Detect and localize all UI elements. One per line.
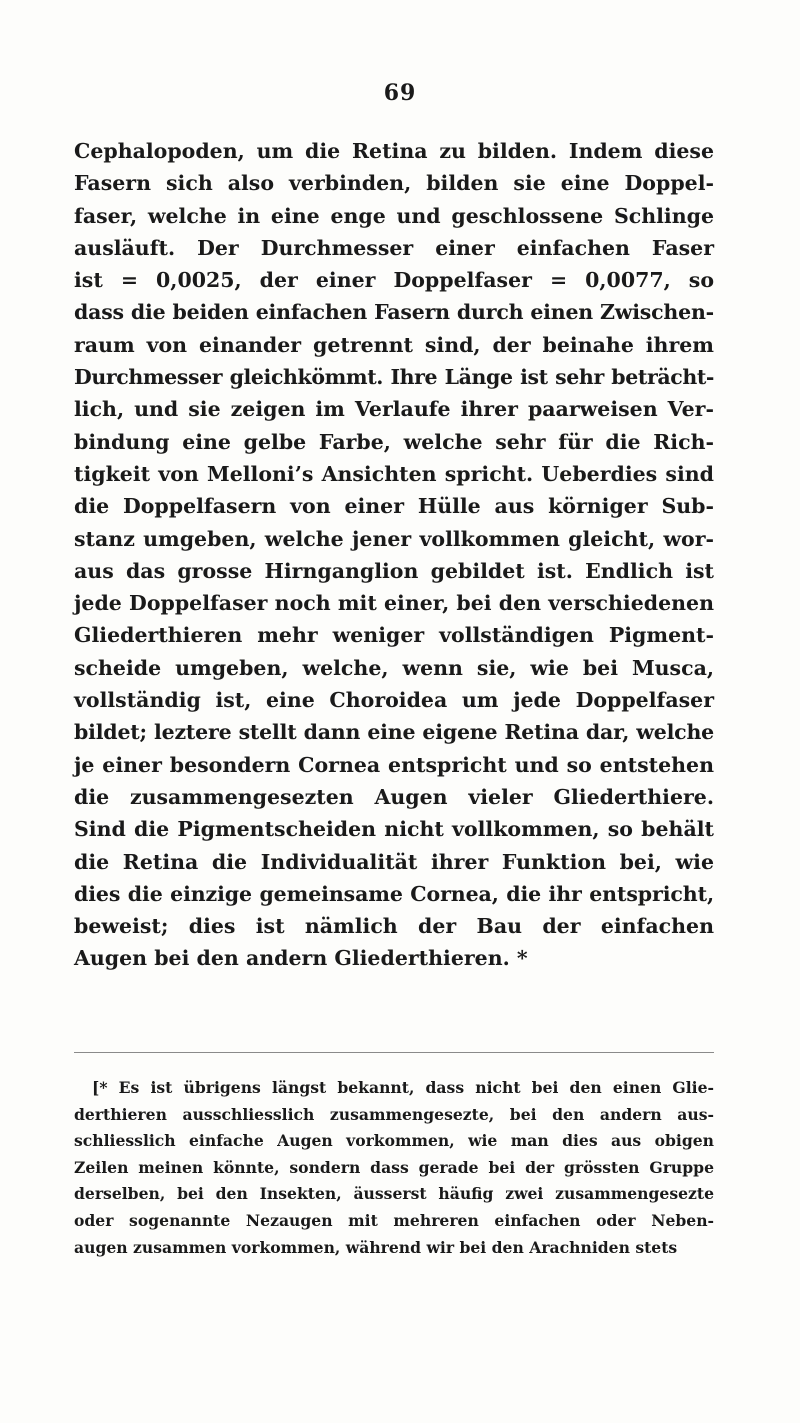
footnote-line: oder sogenannte Nezaugen mit mehreren einfachen oder Neben- — [74, 1210, 714, 1230]
text-line: stanz umgeben, welche jener vollkommen gleicht, wor- — [74, 526, 714, 551]
text-line: Cephalopoden, um die Retina zu bilden. Indem diese — [74, 139, 714, 163]
text-line: Fasern sich also verbinden, bilden sie eine Doppel- — [74, 171, 714, 196]
text-line: je einer besondern Cornea entspricht und so entstehen — [74, 752, 714, 777]
text-line: lich, und sie zeigen im Verlaufe ihrer paarweisen Ver- — [74, 397, 714, 422]
text-line: dass die beiden einfachen Fasern durch einen Zwischen- — [74, 300, 714, 325]
text-line: Augen bei den andern Gliederthieren. * — [74, 946, 528, 971]
footnote-divider — [74, 1052, 714, 1053]
text-line: Sind die Pigmentscheiden nicht vollkommen, so behält — [74, 817, 714, 842]
text-line: jede Doppelfaser noch mit einer, bei den verschiedenen — [74, 591, 714, 616]
text-line: ausläuft. Der Durchmesser einer einfachen Faser — [74, 235, 714, 260]
text-line: dies die einzige gemeinsame Cornea, die ihr entspricht, — [74, 881, 714, 906]
text-line: vollständig ist, eine Choroidea um jede Doppelfaser — [74, 688, 714, 713]
footnote-line: augen zusammen vorkommen, während wir bei den Arachniden stets — [74, 1237, 678, 1257]
footnote-line: derthieren ausschliesslich zusammengesezte, bei den andern aus- — [74, 1104, 714, 1124]
footnote — [74, 1075, 714, 1261]
text-line: bildet; leztere stellt dann eine eigene Retina dar, welche — [74, 720, 714, 745]
text-line: ist = 0,0025, der einer Doppelfaser = 0,0077, so — [74, 268, 714, 293]
footnote-line: schliesslich einfache Augen vorkommen, wie man dies aus obigen — [74, 1131, 714, 1151]
text-line: beweist; dies ist nämlich der Bau der einfachen — [74, 914, 714, 939]
text-line: Gliederthieren mehr weniger vollständigen Pigment- — [74, 623, 714, 648]
text-line: bindung eine gelbe Farbe, welche sehr für die Rich- — [74, 429, 714, 454]
text-line: raum von einander getrennt sind, der beinahe ihrem — [74, 332, 714, 357]
text-line: die Doppelfasern von einer Hülle aus körniger Sub- — [74, 494, 714, 519]
text-line: die zusammengesezten Augen vieler Gliederthiere. — [74, 784, 714, 809]
text-line: faser, welche in eine enge und geschlossene Schlinge — [74, 203, 714, 228]
footnote-line: [* Es ist übrigens längst bekannt, dass nicht bei den einen Glie- — [92, 1078, 714, 1097]
text-line: die Retina die Individualität ihrer Funktion bei, wie — [74, 849, 714, 874]
text-line: aus das grosse Hirnganglion gebildet ist. Endlich ist — [74, 558, 714, 583]
footnote-line: derselben, bei den Insekten, äusserst häufig zwei zusammengesezte — [74, 1184, 714, 1204]
page-number: 69 — [383, 80, 417, 106]
body-text — [74, 135, 714, 975]
footnote-line: Zeilen meinen könnte, sondern dass gerade bei der grössten Gruppe — [74, 1157, 714, 1177]
text-line: scheide umgeben, welche, wenn sie, wie bei Musca, — [74, 655, 714, 680]
text-line: tigkeit von Melloni’s Ansichten spricht. Ueberdies sind — [74, 461, 714, 486]
text-line: Durchmesser gleichkömmt. Ihre Länge ist sehr beträcht- — [74, 365, 714, 390]
